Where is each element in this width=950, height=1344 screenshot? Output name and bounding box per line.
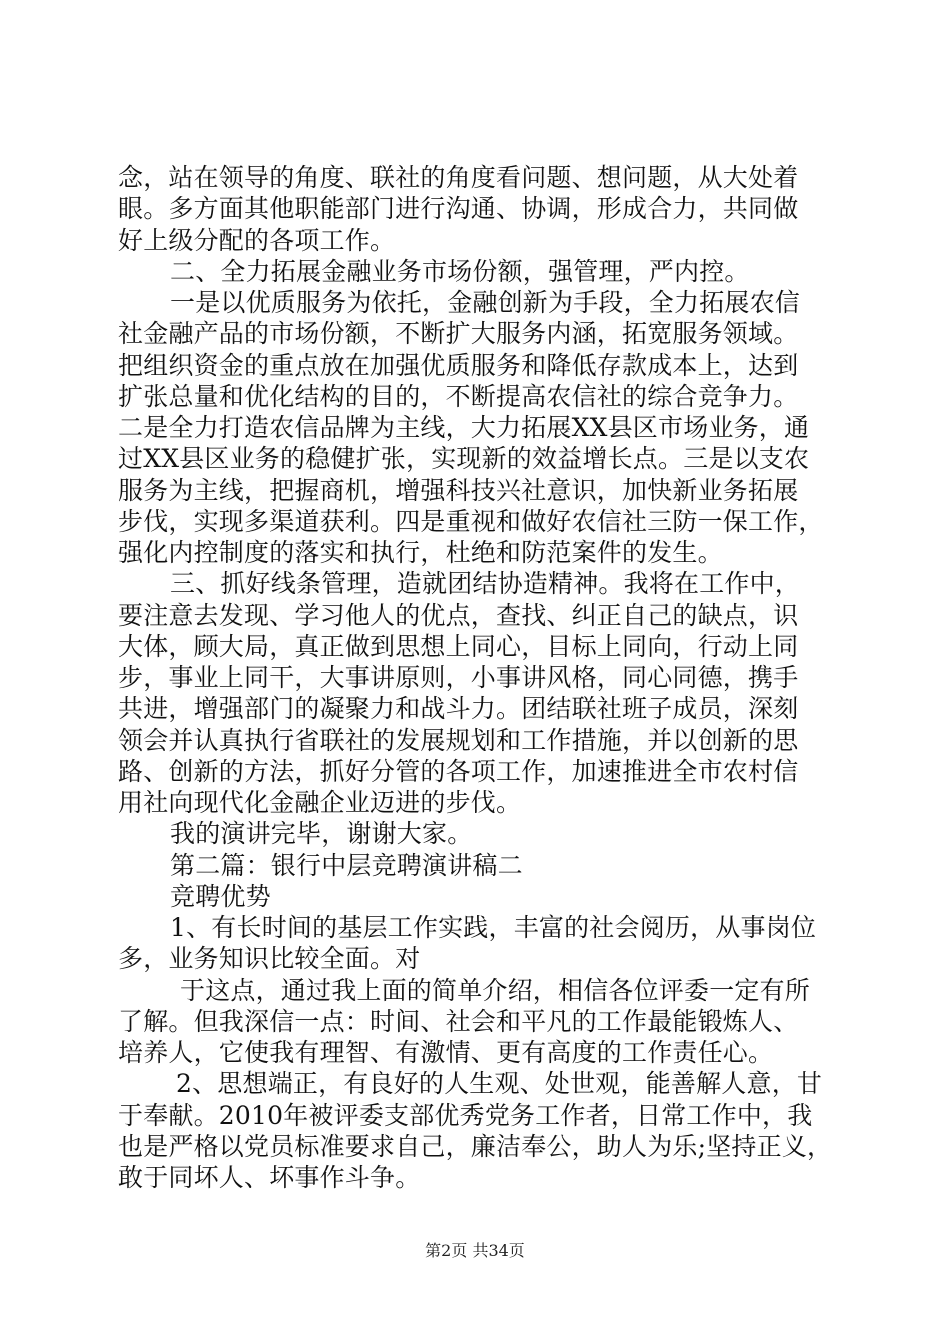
text-line: 强化内控制度的落实和执行，杜绝和防范案件的发生。 — [118, 538, 723, 567]
text-line: 路、创新的方法，抓好分管的各项工作，加速推进全市农村信 — [118, 757, 799, 786]
section-heading: 二、全力拓展金融业务市场份额，强管理，严内控。 — [170, 257, 750, 286]
page-footer: 第2页 共34页 — [425, 1241, 525, 1260]
text-line: 2、思想端正，有良好的人生观、处世观，能善解人意，甘 — [176, 1069, 823, 1098]
text-line: 眼。多方面其他职能部门进行沟通、协调，形成合力，共同做 — [118, 194, 799, 223]
text-line: 我的演讲完毕，谢谢大家。 — [170, 819, 473, 848]
text-line: 大体，顾大局，真正做到思想上同心，目标上同向，行动上同 — [118, 632, 799, 661]
text-line: 步伐，实现多渠道获利。四是重视和做好农信社三防一保工作， — [118, 507, 824, 536]
text-line: 敢于同坏人、坏事作斗争。 — [118, 1163, 421, 1192]
text-line: 把组织资金的重点放在加强优质服务和降低存款成本上，达到 — [118, 351, 799, 380]
text-line: 多，业务知识比较全面。对 — [118, 944, 421, 973]
text-line: 一是以优质服务为依托，金融创新为手段，全力拓展农信 — [170, 288, 801, 317]
text-line: 领会并认真执行省联社的发展规划和工作措施，并以创新的思 — [118, 726, 799, 755]
text-line: 扩张总量和优化结构的目的，不断提高农信社的综合竞争力。 — [118, 382, 799, 411]
text-line: 于这点，通过我上面的简单介绍，相信各位评委一定有所 — [180, 976, 811, 1005]
text-line: 服务为主线，把握商机，增强科技兴社意识，加快新业务拓展 — [118, 476, 799, 505]
text-line: 念，站在领导的角度、联社的角度看问题、想问题，从大处着 — [118, 163, 799, 192]
text-line: 共进，增强部门的凝聚力和战斗力。团结联社班子成员，深刻 — [118, 694, 799, 723]
text-line: 社金融产品的市场份额，不断扩大服务内涵，拓宽服务领域。 — [118, 319, 799, 348]
chapter-title: 第二篇：银行中层竞聘演讲稿二 — [170, 851, 523, 880]
text-line: 也是严格以党员标准要求自己，廉洁奉公，助人为乐;坚持正义， — [118, 1132, 833, 1161]
text-line: 1、有长时间的基层工作实践，丰富的社会阅历，从事岗位 — [170, 913, 817, 942]
text-line: 二是全力打造农信品牌为主线，大力拓展XX县区市场业务，通 — [118, 413, 810, 442]
subheading: 竞聘优势 — [170, 882, 271, 911]
text-line: 培养人，它使我有理智、有激情、更有高度的工作责任心。 — [118, 1038, 774, 1067]
text-line: 好上级分配的各项工作。 — [118, 226, 396, 255]
text-line: 用社向现代化金融企业迈进的步伐。 — [118, 788, 522, 817]
text-line: 过XX县区业务的稳健扩张，实现新的效益增长点。三是以支农 — [118, 444, 810, 473]
section-heading: 三、抓好线条管理，造就团结协造精神。我将在工作中， — [170, 569, 801, 598]
text-line: 要注意去发现、学习他人的优点，查找、纠正自己的缺点，识 — [118, 601, 799, 630]
text-line: 于奉献。2010年被评委支部优秀党务工作者，日常工作中，我 — [118, 1101, 813, 1130]
text-line: 步，事业上同干，大事讲原则，小事讲风格，同心同德，携手 — [118, 663, 799, 692]
text-line: 了解。但我深信一点：时间、社会和平凡的工作最能锻炼人、 — [118, 1007, 799, 1036]
